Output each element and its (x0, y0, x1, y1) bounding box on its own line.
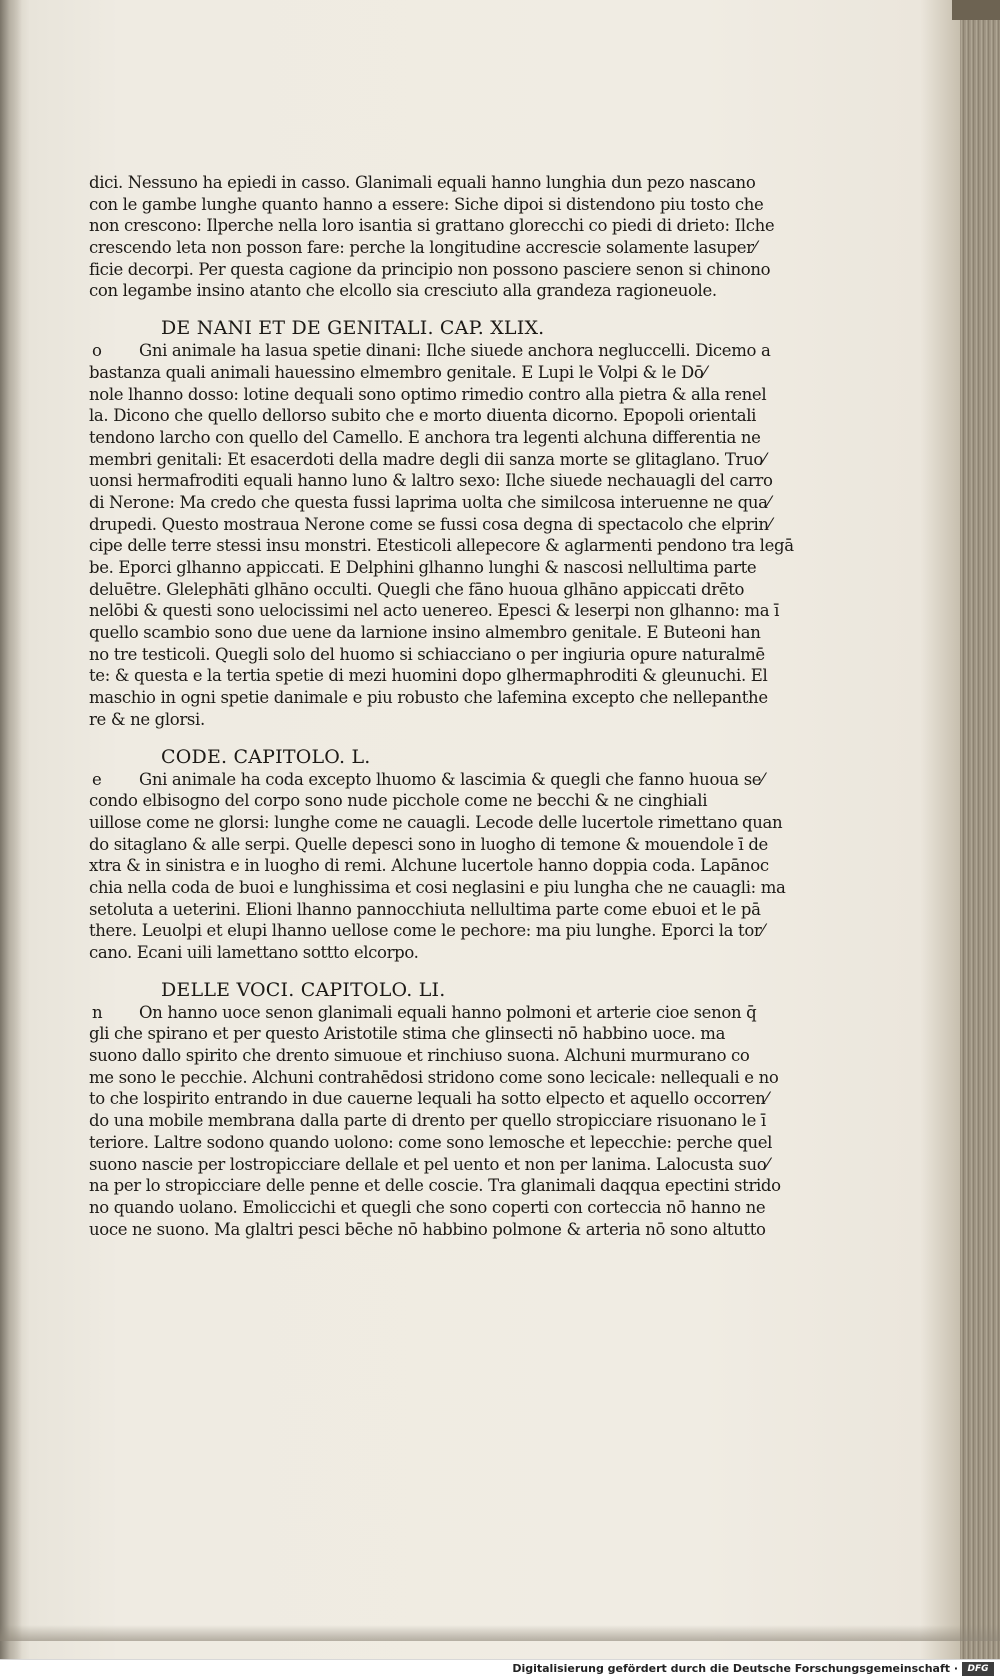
text-line: nole lhanno dosso: lotine dequali sono optimo rimedio contro alla pietra & alla renel (89, 384, 767, 404)
gutter-shadow (0, 0, 22, 1660)
funding-credit: Digitalisierung gefördert durch die Deutsche Forschungsgemeinschaft · (512, 1662, 958, 1675)
text-line: uoce ne suono. Ma glaltri pesci bēche nō habbino polmone & arteria nō sono altutto (89, 1219, 766, 1239)
chapter-heading: DELLE VOCI. CAPITOLO. LI. (161, 978, 446, 1001)
text-line: no quando uolano. Emoliccichi et quegli che sono coperti con corteccia nō hanno ne (89, 1197, 766, 1217)
text-line: to che lospirito entrando in due cauerne lequali ha sotto elpecto et aquello occorren⁄ (89, 1089, 768, 1109)
text-line: dici. Nessuno ha epiedi in casso. Glanimali equali hanno lunghia dun pezo nascano (89, 173, 756, 192)
printed-text-block (89, 172, 794, 1240)
guide-letter: o (92, 341, 102, 361)
text-line: uonsi hermafroditi equali hanno luno & laltro sexo: Ilche siuede nechauagli del carro (89, 471, 773, 491)
text-line: tendono larcho con quello del Camello. E anchora tra legenti alchuna differentia ne (89, 427, 761, 447)
text-line: do una mobile membrana dalla parte di drento per quello stropicciare risuonano le ī (89, 1111, 766, 1131)
text-line: maschio in ogni spetie danimale e piu robusto che lafemina excepto che nellepanthe (89, 688, 768, 708)
text-line: con legambe insino atanto che elcollo sia cresciuto alla grandeza ragioneuole. (89, 281, 717, 301)
text-line: nelōbi & questi sono uelocissimi nel acto uenereo. Epesci & leserpi non glhanno: ma ī (89, 601, 780, 621)
dfg-logo: DFG (962, 1662, 994, 1676)
text-line: di Nerone: Ma credo che questa fussi laprima uolta che similcosa interuenne ne qua⁄ (89, 492, 770, 512)
chapter-paragraph (89, 1002, 781, 1241)
text-line: setoluta a ueterini. Elioni lhanno pannocchiuta nellultima parte come ebuoi et le pā (89, 899, 761, 919)
text-line: crescendo leta non posson fare: perche la longitudine accrescie solamente lasuper⁄ (89, 238, 757, 258)
text-line: suono dallo spirito che drento simuoue et rinchiuso suona. Alchuni murmurano co (89, 1046, 750, 1066)
text-line: na per lo stropicciare delle penne et delle coscie. Tra glanimali daqqua epectini strido (89, 1176, 781, 1196)
intro-paragraph (89, 172, 775, 302)
page-edges (960, 0, 1000, 1660)
guide-letter: n (92, 1002, 103, 1022)
text-line: On hanno uoce senon glanimali equali hanno polmoni et arterie cioe senon q̄ (139, 1002, 757, 1022)
chapter-paragraph (89, 340, 794, 730)
text-line: Gni animale ha lasua spetie dinani: Ilche siuede anchora negluccelli. Dicemo a (139, 341, 771, 361)
chapter-paragraph (89, 769, 786, 964)
text-line: te: & questa e la tertia spetie di mezi huomini dopo glhermaphroditi & gleunuchi. El (89, 666, 768, 686)
text-line: xtra & in sinistra e in luogho di remi. Alchune lucertole hanno doppia coda. Lapānoc (89, 856, 769, 876)
text-line: do sitaglano & alle serpi. Quelle depesci sono in luogho di temone & mouendole ī de (89, 834, 768, 854)
text-line: bastanza quali animali hauessino elmembro genitale. E Lupi le Volpi & le Dō⁄ (89, 362, 706, 382)
text-line: cipe delle terre stessi insu monstri. Etesticoli allepecore & aglarmenti pendono tra legā (89, 536, 794, 556)
text-line: chia nella coda de buoi e lunghissima et cosi neglasini e piu lungha che ne cauagli: ma (89, 877, 786, 897)
text-line: ficie decorpi. Per questa cagione da principio non possono pasciere senon si chinono (89, 259, 771, 279)
book-cover-edge (952, 0, 1000, 20)
text-line: quello scambio sono due uene da larnione insino almembro genitale. E Buteoni han (89, 623, 761, 643)
guide-letter: e (92, 769, 102, 789)
text-line: drupedi. Questo mostraua Nerone come se fussi cosa degna di spectacolo che elprin⁄ (89, 514, 772, 534)
text-line: con le gambe lunghe quanto hanno a essere: Siche dipoi si distendono piu tosto che (89, 194, 764, 214)
chapter-heading: CODE. CAPITOLO. L. (161, 745, 371, 768)
text-line: non crescono: Ilperche nella loro isantia si grattano glorecchi co piedi di drieto: Ilche (89, 216, 775, 236)
text-line: deluētre. Glelephāti glhāno occulti. Quegli che fāno huoua glhāno appiccati drēto (89, 579, 745, 599)
text-line: be. Eporci glhanno appiccati. E Delphini glhanno lunghi & nascosi nellultima parte (89, 558, 757, 577)
chapter-heading: DE NANI ET DE GENITALI. CAP. XLIX. (161, 317, 545, 340)
text-line: condo elbisogno del corpo sono nude picchole come ne becchi & ne cinghiali (89, 791, 708, 811)
text-line: cano. Ecani uili lamettano sottto elcorpo. (89, 943, 419, 962)
text-line: membri genitali: Et esacerdoti della madre degli dii sanza morte se glitaglano. Truo⁄ (89, 449, 766, 469)
text-line: teriore. Laltre sodono quando uolono: come sono lemosche et lepecchie: perche quel (89, 1132, 773, 1152)
text-line: uillose come ne glorsi: lunghe come ne cauagli. Lecode delle lucertole rimettano quan (89, 812, 783, 832)
text-line: there. Leuolpi et elupi lhanno uellose come le pechore: ma piu lunghe. Eporci la tor⁄ (89, 921, 764, 941)
page-bottom-shadow (0, 1625, 1000, 1641)
text-line: suono nascie per lostropicciare dellale et pel uento et non per lanima. Lalocusta suo⁄ (89, 1154, 769, 1174)
text-line: me sono le pecchie. Alchuni contrahēdosi stridono come sono lecicale: nellequali e no (89, 1067, 779, 1087)
text-line: gli che spirano et per questo Aristotile stima che glinsecti nō habbino uoce. ma (89, 1024, 726, 1044)
footer-bar (0, 1659, 1000, 1679)
text-line: no tre testicoli. Quegli solo del huomo si schiacciano o per ingiuria opure naturalmē (89, 644, 765, 664)
text-line: la. Dicono che quello dellorso subito che e morto diuenta dicorno. Epopoli orientali (89, 406, 757, 426)
text-line: Gni animale ha coda excepto lhuomo & lascimia & quegli che fanno huoua se⁄ (139, 769, 764, 789)
text-line: re & ne glorsi. (89, 709, 205, 729)
